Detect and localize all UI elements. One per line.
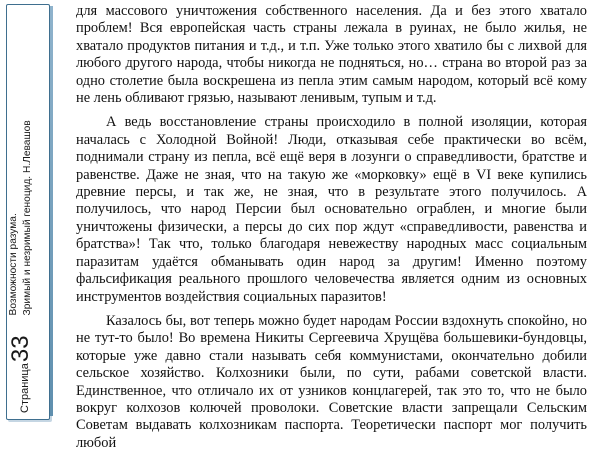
book-meta bbox=[7, 120, 35, 315]
page-number: 33 bbox=[7, 335, 34, 363]
sidebar-accent-bar bbox=[50, 6, 53, 416]
page-content bbox=[76, 3, 587, 459]
book-title: Возможности разума. bbox=[8, 213, 19, 316]
paragraph: Казалось бы, вот теперь можно будет народам России вздохнуть спокойно, но не тут-то было! Во времена Никиты Сергеевича Хрущёва большевики-бундовцы, которые уже давно стали называть себя коммунистами, окончательно добили сельское хозяйство. Колхозники были, по сути, рабами советской власти. Единственное, что отличало их от узников концлагерей, так это то, что не было вокруг колхозов колючей проволоки. Советские власти запрещали Сельским Советам выдавать колхозникам паспорта. Теоретически паспорт мог получить любой bbox=[76, 312, 587, 451]
page-label bbox=[7, 335, 35, 413]
book-subtitle: Зримый и незримый геноцид. Н.Левашов bbox=[22, 120, 33, 316]
paragraph: А ведь восстановление страны происходило в полной изоляции, которая началась с Холодной Войной! Люди, отказывая себе практически во всём, поднимали страну из пепла, всё ещё веря в лозунги о справедливости, братстве и равенстве. Даже не зная, что на такую же «морковку» ещё в VI веке купились древние персы, и так же, не зная, что в результате этого получилось. А получилось, что народ Персии был основательно ограблен, и многие были уничтожены физически, а персы до сих пор ждут «справедливости, равенства и братства»! Так что, только благодаря невежеству народных масс социальным паразитам удаётся обманывать один народ за другим! Именно поэтому фальсификация реального прошлого человечества является одним из основных инструментов воздействия социальных паразитов! bbox=[76, 114, 587, 305]
page-word: Страница bbox=[19, 363, 31, 413]
paragraph-continued: для массового уничтожения собственного населения. Да и без этого хватало проблем! Вся европейская часть страны лежала в руинах, не было жилья, не хватало продуктов питания и т.д., и т.п. Уже только этого хватило бы с лихвой для любого другого народа, чтобы никогда не подняться, но… страна во второй раз за одно столетие была воскрешена из пепла этим самым народом, который всё кому не лень обливают грязью, называют ленивым, тупым и т.д. bbox=[76, 3, 587, 107]
sidebar-rotated-text bbox=[1, 5, 41, 413]
